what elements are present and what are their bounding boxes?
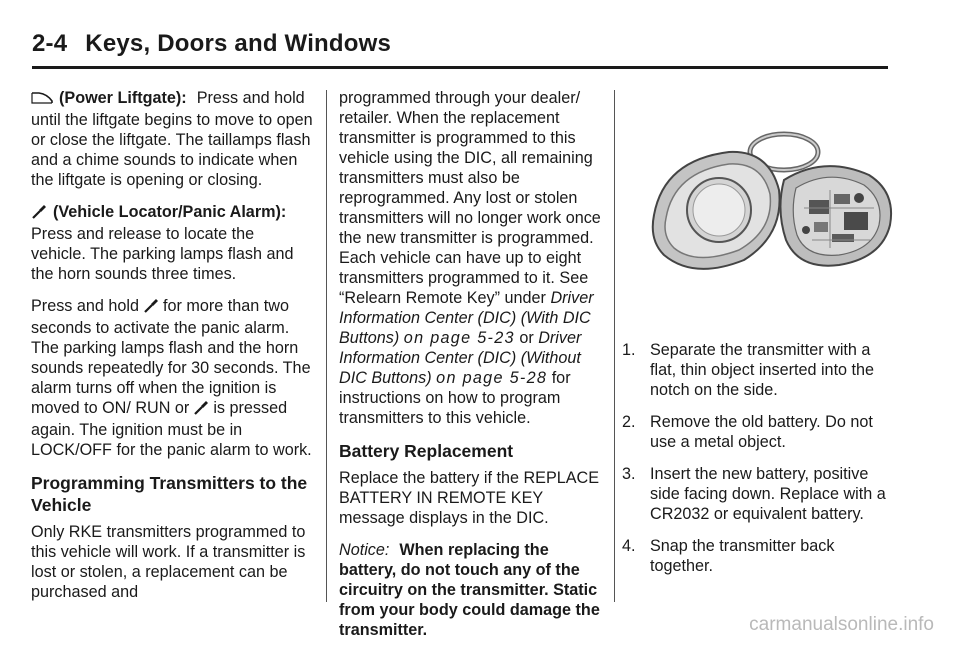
notice-text: When replacing the battery, do not touch any of the circuitry on the transmitter. Static from your body could damage the transmitter. [339, 541, 600, 639]
panic-text-b: for more than two seconds to activate the panic alarm. The parking lamps flash and the horn sounds repeatedly for 30 seconds. The alarm turns off when the ignition is moved to ON/ RUN or [31, 297, 311, 417]
battery-steps-list [622, 340, 900, 576]
link-page-5-28[interactable]: on page 5‑28 [436, 369, 548, 387]
vehicle-locator-text: Press and release to locate the vehicle. The parking lamps flash and the horn sounds three times. [31, 225, 294, 283]
link-dic-without-buttons[interactable]: Driver Information Center (DIC) (Without DIC Buttons) [339, 329, 582, 387]
programming-paragraph: Only RKE transmitters programmed to this vehicle will work. If a transmitter is lost or stolen, a replacement can be purchased and [31, 523, 306, 601]
panic-text-c: is pressed again. The ignition must be in LOCK/OFF for the panic alarm to work. [31, 399, 312, 459]
section-heading-battery: Battery Replacement [339, 441, 514, 461]
horn-icon [143, 297, 159, 318]
list-item: 3. Insert the new battery, positive side facing down. Replace with a CR2032 or equivalent battery. [622, 465, 886, 523]
power-liftgate-text: Press and hold until the liftgate begins to move to open or close the liftgate. The taillamps flash and a chime sounds to indicate when the liftgate is opening or closing. [31, 89, 313, 189]
column-divider-1 [326, 90, 327, 602]
liftgate-icon [31, 90, 53, 110]
chapter-title: Keys, Doors and Windows [85, 30, 392, 57]
transmitter-illustration [634, 130, 912, 330]
page-header [32, 30, 391, 58]
vehicle-locator-label: (Vehicle Locator/Panic Alarm): [53, 203, 287, 221]
page-number: 2-4 [32, 30, 68, 57]
panic-text-a: Press and hold [31, 297, 139, 315]
programming-text-b: for instructions on how to program transmitters to this vehicle. [339, 369, 571, 427]
watermark: carmanualsonline.info [749, 614, 934, 635]
power-liftgate-paragraph [31, 88, 313, 190]
notice-paragraph [339, 540, 609, 640]
header-rule [32, 66, 888, 69]
link-page-5-23[interactable]: on page 5‑23 [403, 329, 515, 347]
notice-label: Notice: [339, 541, 390, 559]
list-item: 4. Snap the transmitter back together. [622, 537, 835, 575]
or-text: or [519, 329, 534, 347]
horn-icon [193, 399, 209, 420]
column-2 [339, 88, 609, 652]
panic-alarm-paragraph [31, 296, 313, 460]
link-dic-with-buttons[interactable]: Driver Information Center (DIC) (With DIC Buttons) [339, 289, 594, 347]
vehicle-locator-paragraph [31, 202, 313, 284]
column-3 [622, 88, 900, 588]
programming-text-a: programmed through your dealer/ retailer. When the replacement transmitter is programmed to this vehicle using the DIC, all remaining transmitters must also be reprogrammed. Any lost or stolen transmitters will no longer work once the new transmitter is programmed. Each vehicle can have up to eight transmitters programmed to it. See “Relearn Remote Key” under [339, 89, 601, 307]
programming-continued-paragraph [339, 88, 609, 428]
power-liftgate-label: (Power Liftgate): [59, 89, 187, 107]
battery-paragraph: Replace the battery if the REPLACE BATTERY IN REMOTE KEY message displays in the DIC. [339, 469, 600, 527]
list-item: 2. Remove the old battery. Do not use a metal object. [622, 413, 873, 451]
section-heading-programming: Programming Transmitters to the Vehicle [31, 473, 308, 515]
column-divider-2 [614, 90, 615, 602]
column-1 [31, 88, 313, 614]
horn-icon [31, 203, 47, 224]
list-item: 1. Separate the transmitter with a flat, thin object inserted into the notch on the side. [622, 341, 875, 399]
